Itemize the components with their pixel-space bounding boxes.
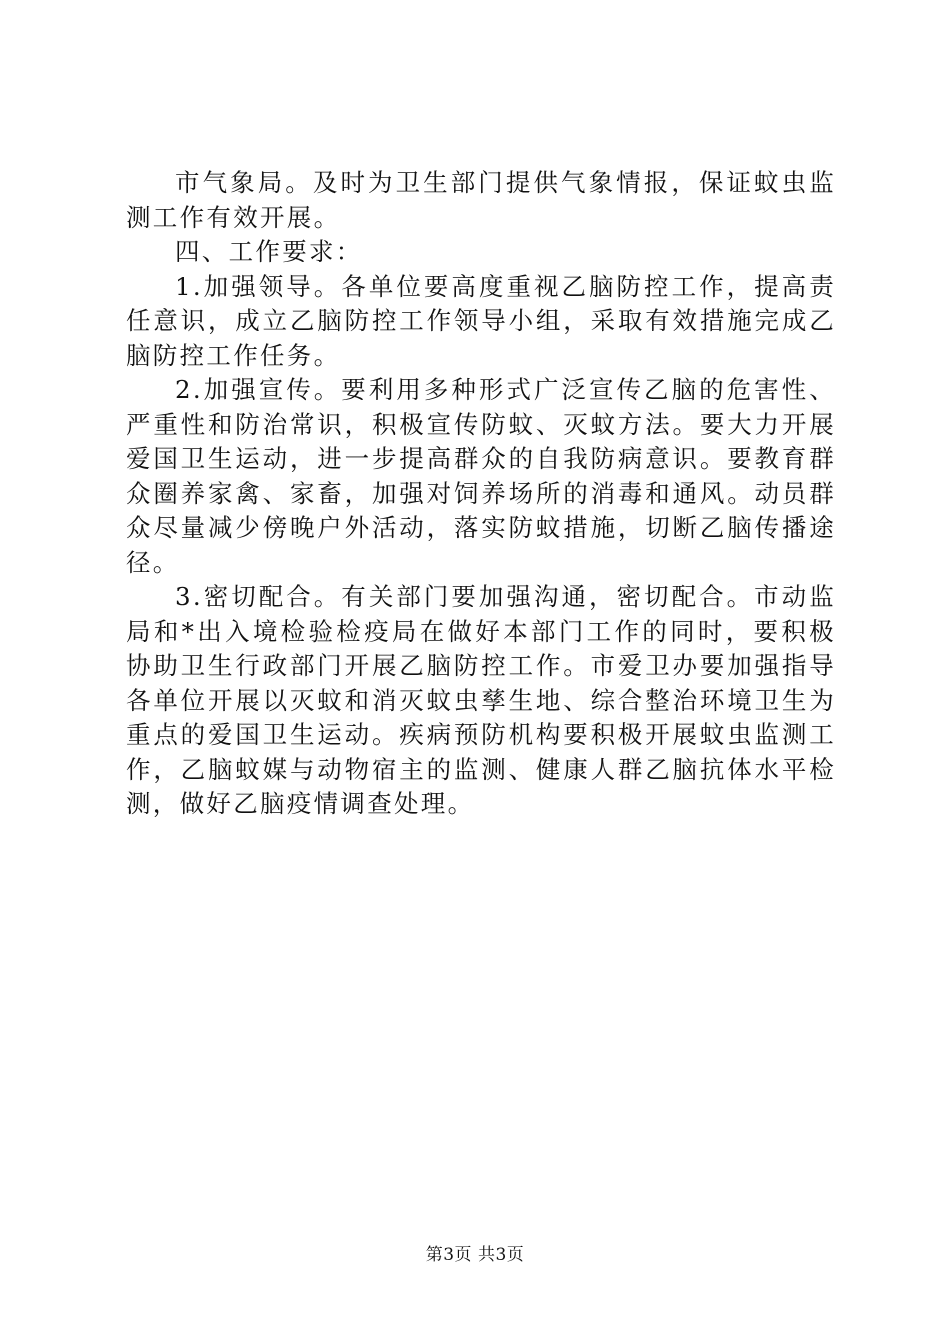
paragraph-strengthen-publicity: 2.加强宣传。要利用多种形式广泛宣传乙脑的危害性、严重性和防治常识，积极宣传防蚊、灭蚊方法。要大力开展爱国卫生运动，进一步提高群众的自我防病意识。要教育群众圈养家禽、家畜，加强对饲养场所的消毒和通风。动员群众尽量减少傍晚户外活动，落实防蚊措施，切断乙脑传播途径。 xyxy=(126,375,836,577)
document-body xyxy=(126,166,836,822)
paragraph-weather-bureau: 市气象局。及时为卫生部门提供气象情报，保证蚊虫监测工作有效开展。 xyxy=(126,168,836,232)
paragraph-close-cooperation: 3.密切配合。有关部门要加强沟通，密切配合。市动监局和*出入境检验检疫局在做好本部门工作的同时，要积极协助卫生行政部门开展乙脑防控工作。市爱卫办要加强指导各单位开展以灭蚊和消灭蚊虫孳生地、综合整治环境卫生为重点的爱国卫生运动。疾病预防机构要积极开展蚊虫监测工作，乙脑蚊媒与动物宿主的监测、健康人群乙脑抗体水平检测，做好乙脑疫情调查处理。 xyxy=(126,582,836,818)
paragraph-strengthen-leadership: 1.加强领导。各单位要高度重视乙脑防控工作，提高责任意识，成立乙脑防控工作领导小组，采取有效措施完成乙脑防控工作任务。 xyxy=(126,271,836,370)
page-footer: 第3页 共3页 xyxy=(425,1245,525,1265)
section-heading-work-requirements: 四、工作要求： xyxy=(175,237,363,266)
